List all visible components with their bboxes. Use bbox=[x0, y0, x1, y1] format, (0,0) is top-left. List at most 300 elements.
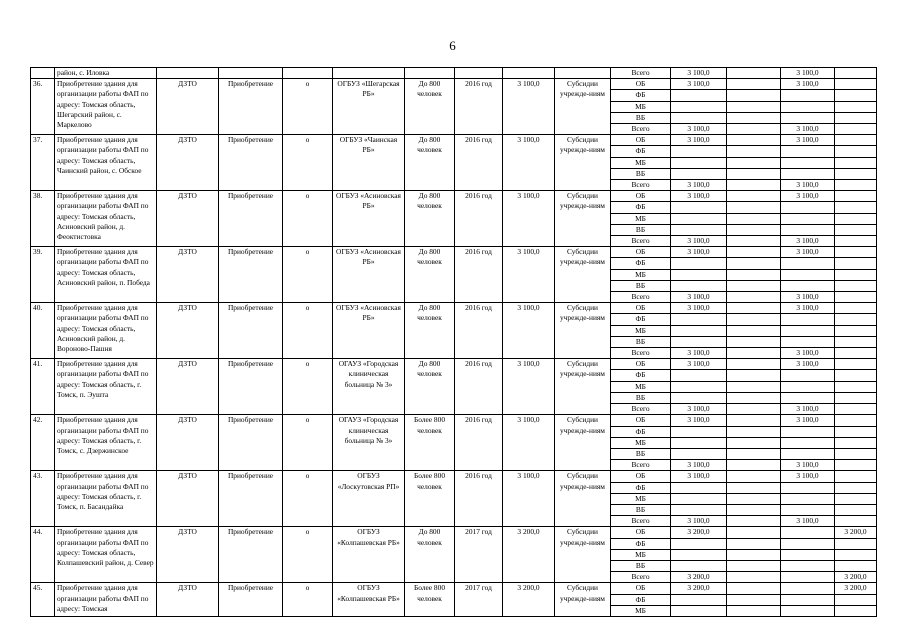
value-cell bbox=[781, 101, 835, 112]
value-cell bbox=[671, 280, 727, 291]
value-cell bbox=[727, 482, 781, 493]
source-cell: ВБ bbox=[611, 112, 671, 123]
agency-cell: ДЗТО bbox=[157, 303, 219, 359]
table-row bbox=[31, 359, 877, 370]
value-cell: 3 100,0 bbox=[671, 79, 727, 90]
agency-cell: ДЗТО bbox=[157, 471, 219, 527]
source-cell: МБ bbox=[611, 381, 671, 392]
source-cell: ОБ bbox=[611, 415, 671, 426]
value-cell bbox=[727, 583, 781, 594]
value-cell bbox=[671, 112, 727, 123]
value-cell bbox=[835, 157, 877, 168]
value-cell bbox=[727, 202, 781, 213]
value-cell bbox=[671, 538, 727, 549]
value-cell bbox=[671, 202, 727, 213]
value-cell bbox=[727, 392, 781, 403]
year-cell: 2017 год bbox=[455, 527, 503, 583]
value-cell bbox=[835, 180, 877, 191]
code-cell: о bbox=[283, 527, 333, 583]
code-cell: о bbox=[283, 359, 333, 415]
cost-cell: 3 100,0 bbox=[503, 359, 555, 415]
row-number: 43. bbox=[31, 471, 55, 527]
source-cell: ФБ bbox=[611, 202, 671, 213]
action-type-cell: Приобретение bbox=[219, 191, 283, 247]
table-row bbox=[31, 303, 877, 314]
value-cell: 3 200,0 bbox=[835, 527, 877, 538]
source-cell: МБ bbox=[611, 325, 671, 336]
table-row bbox=[31, 415, 877, 426]
row-description: Приобретение здания для организации работы ФАП по адресу: Томская область, Колпашевский район, д. Север bbox=[55, 527, 157, 583]
row-description: Приобретение здания для организации работы ФАП по адресу: Томская область, г. Томск, п. Басандайка bbox=[55, 471, 157, 527]
value-cell: 3 100,0 bbox=[671, 247, 727, 258]
cost-cell: 3 100,0 bbox=[503, 247, 555, 303]
value-cell bbox=[835, 269, 877, 280]
agency-cell: ДЗТО bbox=[157, 415, 219, 471]
value-cell: 3 100,0 bbox=[671, 460, 727, 471]
row-number: 38. bbox=[31, 191, 55, 247]
value-cell bbox=[835, 560, 877, 571]
value-cell bbox=[835, 202, 877, 213]
value-cell bbox=[781, 269, 835, 280]
organization-cell: ОГБУЗ «Лоскутовская РП» bbox=[333, 471, 405, 527]
value-cell bbox=[727, 247, 781, 258]
value-cell: 3 100,0 bbox=[671, 359, 727, 370]
value-cell bbox=[781, 381, 835, 392]
cost-cell: 3 100,0 bbox=[503, 471, 555, 527]
source-cell: ОБ bbox=[611, 303, 671, 314]
financing-form-cell: Субсидии учрежде-ниям bbox=[555, 415, 611, 471]
value-cell bbox=[671, 101, 727, 112]
value-cell: 3 100,0 bbox=[781, 236, 835, 247]
value-cell bbox=[727, 236, 781, 247]
financing-form-cell: Субсидии учрежде-ниям bbox=[555, 359, 611, 415]
capacity-cell: Более 800 человек bbox=[405, 583, 455, 617]
financing-form-cell: Субсидии учрежде-ниям bbox=[555, 471, 611, 527]
capacity-cell: До 800 человек bbox=[405, 359, 455, 415]
value-cell bbox=[835, 292, 877, 303]
value-cell bbox=[727, 381, 781, 392]
value-cell bbox=[835, 448, 877, 459]
value-cell bbox=[727, 325, 781, 336]
value-cell bbox=[727, 135, 781, 146]
source-cell: МБ bbox=[611, 437, 671, 448]
value-cell: 3 100,0 bbox=[671, 303, 727, 314]
value-cell: 3 100,0 bbox=[781, 191, 835, 202]
financing-form-cell: Субсидии учрежде-ниям bbox=[555, 247, 611, 303]
value-cell bbox=[781, 314, 835, 325]
value-cell bbox=[671, 448, 727, 459]
value-cell bbox=[835, 404, 877, 415]
value-cell bbox=[835, 460, 877, 471]
source-cell: Всего bbox=[611, 460, 671, 471]
value-cell: 3 100,0 bbox=[671, 292, 727, 303]
table-body bbox=[31, 68, 877, 617]
value-cell bbox=[835, 90, 877, 101]
source-cell: Всего bbox=[611, 292, 671, 303]
row-description: Приобретение здания для организации работы ФАП по адресу: Томская область, Асиновский район, д. Феоктистовка bbox=[55, 191, 157, 247]
value-cell bbox=[727, 292, 781, 303]
value-cell bbox=[781, 258, 835, 269]
table-row bbox=[31, 135, 877, 146]
organization-cell: ОГБУЗ «Асиновская РБ» bbox=[333, 303, 405, 359]
year-cell: 2016 год bbox=[455, 79, 503, 135]
year-cell: 2016 год bbox=[455, 471, 503, 527]
financing-form-cell: Субсидии учрежде-ниям bbox=[555, 135, 611, 191]
source-cell: ВБ bbox=[611, 504, 671, 515]
code-cell: о bbox=[283, 191, 333, 247]
value-cell bbox=[781, 146, 835, 157]
value-cell bbox=[835, 594, 877, 605]
value-cell bbox=[727, 79, 781, 90]
action-type-cell: Приобретение bbox=[219, 79, 283, 135]
value-cell bbox=[781, 493, 835, 504]
value-cell bbox=[781, 605, 835, 616]
value-cell bbox=[781, 224, 835, 235]
value-cell bbox=[781, 426, 835, 437]
year-cell: 2016 год bbox=[455, 303, 503, 359]
value-cell: 3 100,0 bbox=[781, 415, 835, 426]
value-cell: 3 100,0 bbox=[781, 124, 835, 135]
row-description: Приобретение здания для организации работы ФАП по адресу: Томская область, г. Томск, с. Дзержинское bbox=[55, 415, 157, 471]
value-cell: 3 200,0 bbox=[835, 583, 877, 594]
value-cell bbox=[727, 471, 781, 482]
source-cell: Всего bbox=[611, 68, 671, 79]
value-cell bbox=[671, 482, 727, 493]
value-cell bbox=[671, 605, 727, 616]
value-cell bbox=[727, 191, 781, 202]
value-cell bbox=[727, 448, 781, 459]
value-cell bbox=[835, 236, 877, 247]
value-cell bbox=[671, 560, 727, 571]
source-cell: ВБ bbox=[611, 392, 671, 403]
value-cell bbox=[727, 493, 781, 504]
action-type-cell: Приобретение bbox=[219, 303, 283, 359]
financing-form-cell: Субсидии учрежде-ниям bbox=[555, 583, 611, 617]
table-row bbox=[31, 471, 877, 482]
capacity-cell: До 800 человек bbox=[405, 527, 455, 583]
source-cell: Всего bbox=[611, 348, 671, 359]
value-cell bbox=[781, 583, 835, 594]
agency-cell: ДЗТО bbox=[157, 247, 219, 303]
source-cell: ФБ bbox=[611, 594, 671, 605]
financing-form-cell: Субсидии учрежде-ниям bbox=[555, 79, 611, 135]
value-cell: 3 100,0 bbox=[671, 516, 727, 527]
cost-cell: 3 100,0 bbox=[503, 191, 555, 247]
value-cell bbox=[671, 493, 727, 504]
code-cell: о bbox=[283, 303, 333, 359]
table-row bbox=[31, 247, 877, 258]
code-cell: о bbox=[283, 247, 333, 303]
value-cell bbox=[727, 146, 781, 157]
source-cell: Всего bbox=[611, 124, 671, 135]
source-cell: МБ bbox=[611, 213, 671, 224]
value-cell bbox=[781, 572, 835, 583]
value-cell bbox=[671, 594, 727, 605]
value-cell bbox=[835, 415, 877, 426]
source-cell: ФБ bbox=[611, 538, 671, 549]
value-cell: 3 100,0 bbox=[671, 404, 727, 415]
value-cell bbox=[671, 90, 727, 101]
value-cell bbox=[727, 213, 781, 224]
code-cell: о bbox=[283, 471, 333, 527]
row-number: 37. bbox=[31, 135, 55, 191]
value-cell: 3 100,0 bbox=[781, 247, 835, 258]
table-row bbox=[31, 527, 877, 538]
value-cell bbox=[671, 314, 727, 325]
value-cell bbox=[781, 168, 835, 179]
source-cell: ВБ bbox=[611, 168, 671, 179]
value-cell bbox=[727, 101, 781, 112]
capacity-cell: До 800 человек bbox=[405, 79, 455, 135]
value-cell bbox=[835, 213, 877, 224]
value-cell bbox=[835, 168, 877, 179]
value-cell bbox=[727, 527, 781, 538]
code-cell: о bbox=[283, 415, 333, 471]
source-cell: Всего bbox=[611, 404, 671, 415]
row-description: Приобретение здания для организации работы ФАП по адресу: Томская область, Чаинский район, с. Обское bbox=[55, 135, 157, 191]
value-cell: 3 100,0 bbox=[781, 471, 835, 482]
agency-cell: ДЗТО bbox=[157, 527, 219, 583]
value-cell bbox=[671, 168, 727, 179]
source-cell: МБ bbox=[611, 549, 671, 560]
value-cell bbox=[835, 348, 877, 359]
value-cell bbox=[835, 516, 877, 527]
organization-cell: ОГАУЗ «Городская клиническая больница № 3» bbox=[333, 415, 405, 471]
value-cell bbox=[727, 437, 781, 448]
row-description: Приобретение здания для организации работы ФАП по адресу: Томская bbox=[55, 583, 157, 617]
value-cell bbox=[781, 370, 835, 381]
source-cell: ОБ bbox=[611, 471, 671, 482]
value-cell bbox=[671, 504, 727, 515]
value-cell bbox=[781, 549, 835, 560]
value-cell bbox=[835, 471, 877, 482]
value-cell bbox=[835, 224, 877, 235]
capacity-cell: До 800 человек bbox=[405, 303, 455, 359]
value-cell bbox=[835, 392, 877, 403]
value-cell bbox=[671, 549, 727, 560]
value-cell bbox=[671, 381, 727, 392]
action-type-cell: Приобретение bbox=[219, 415, 283, 471]
source-cell: ВБ bbox=[611, 560, 671, 571]
value-cell bbox=[727, 90, 781, 101]
value-cell bbox=[727, 426, 781, 437]
year-cell: 2016 год bbox=[455, 135, 503, 191]
source-cell: ВБ bbox=[611, 336, 671, 347]
table-row-top bbox=[31, 68, 877, 79]
row-description: Приобретение здания для организации работы ФАП по адресу: Томская область, Шегарский район, с. Маркелово bbox=[55, 79, 157, 135]
value-cell bbox=[727, 314, 781, 325]
value-cell bbox=[727, 370, 781, 381]
year-cell: 2017 год bbox=[455, 583, 503, 617]
value-cell bbox=[727, 572, 781, 583]
source-cell: ОБ bbox=[611, 191, 671, 202]
value-cell bbox=[835, 381, 877, 392]
value-cell bbox=[727, 404, 781, 415]
action-type-cell: Приобретение bbox=[219, 527, 283, 583]
value-cell bbox=[727, 504, 781, 515]
value-cell bbox=[781, 280, 835, 291]
value-cell bbox=[727, 180, 781, 191]
organization-cell: ОГАУЗ «Городская клиническая больница № 3» bbox=[333, 359, 405, 415]
source-cell: МБ bbox=[611, 101, 671, 112]
capacity-cell: Более 800 человек bbox=[405, 471, 455, 527]
value-cell bbox=[727, 269, 781, 280]
value-cell bbox=[781, 560, 835, 571]
value-cell bbox=[835, 191, 877, 202]
code-cell: о bbox=[283, 135, 333, 191]
value-cell bbox=[727, 112, 781, 123]
agency-cell: ДЗТО bbox=[157, 191, 219, 247]
source-cell: Всего bbox=[611, 236, 671, 247]
row-number: 42. bbox=[31, 415, 55, 471]
value-cell: 3 100,0 bbox=[671, 68, 727, 79]
organization-cell: ОГБУЗ «Колпашевская РБ» bbox=[333, 583, 405, 617]
value-cell: 3 100,0 bbox=[671, 180, 727, 191]
source-cell: ФБ bbox=[611, 482, 671, 493]
value-cell: 3 200,0 bbox=[671, 583, 727, 594]
value-cell: 3 100,0 bbox=[671, 191, 727, 202]
value-cell bbox=[727, 560, 781, 571]
value-cell bbox=[835, 336, 877, 347]
value-cell bbox=[781, 336, 835, 347]
value-cell bbox=[671, 269, 727, 280]
source-cell: ОБ bbox=[611, 583, 671, 594]
value-cell bbox=[835, 112, 877, 123]
value-cell: 3 100,0 bbox=[781, 359, 835, 370]
cost-cell: 3 100,0 bbox=[503, 303, 555, 359]
source-cell: ОБ bbox=[611, 359, 671, 370]
value-cell bbox=[727, 359, 781, 370]
program-table bbox=[30, 67, 877, 617]
value-cell: 3 100,0 bbox=[671, 135, 727, 146]
value-cell bbox=[835, 370, 877, 381]
value-cell: 3 100,0 bbox=[781, 292, 835, 303]
value-cell bbox=[781, 202, 835, 213]
value-cell bbox=[835, 79, 877, 90]
row-number: 44. bbox=[31, 527, 55, 583]
value-cell: 3 100,0 bbox=[671, 415, 727, 426]
value-cell bbox=[781, 594, 835, 605]
value-cell bbox=[781, 157, 835, 168]
value-cell bbox=[781, 112, 835, 123]
organization-cell: ОГБУЗ «Шегарская РБ» bbox=[333, 79, 405, 135]
agency-cell: ДЗТО bbox=[157, 135, 219, 191]
value-cell bbox=[835, 314, 877, 325]
value-cell bbox=[671, 426, 727, 437]
source-cell: МБ bbox=[611, 269, 671, 280]
row-description: Приобретение здания для организации работы ФАП по адресу: Томская область, г. Томск, п. Эушта bbox=[55, 359, 157, 415]
value-cell bbox=[671, 392, 727, 403]
cost-cell: 3 200,0 bbox=[503, 527, 555, 583]
value-cell: 3 100,0 bbox=[781, 79, 835, 90]
cost-cell: 3 100,0 bbox=[503, 415, 555, 471]
table-row bbox=[31, 191, 877, 202]
row-description: район, с. Иловка bbox=[55, 68, 157, 79]
year-cell: 2016 год bbox=[455, 247, 503, 303]
source-cell: МБ bbox=[611, 493, 671, 504]
action-type-cell: Приобретение bbox=[219, 471, 283, 527]
value-cell: 3 200,0 bbox=[671, 572, 727, 583]
value-cell bbox=[671, 146, 727, 157]
source-cell: МБ bbox=[611, 157, 671, 168]
source-cell: ФБ bbox=[611, 90, 671, 101]
cost-cell: 3 200,0 bbox=[503, 583, 555, 617]
row-number: 40. bbox=[31, 303, 55, 359]
year-cell: 2016 год bbox=[455, 191, 503, 247]
value-cell bbox=[671, 157, 727, 168]
source-cell: ВБ bbox=[611, 448, 671, 459]
value-cell bbox=[781, 213, 835, 224]
organization-cell: ОГБУЗ «Асиновская РБ» bbox=[333, 191, 405, 247]
value-cell bbox=[835, 437, 877, 448]
action-type-cell: Приобретение bbox=[219, 135, 283, 191]
value-cell bbox=[781, 538, 835, 549]
value-cell bbox=[781, 527, 835, 538]
value-cell bbox=[727, 336, 781, 347]
value-cell bbox=[727, 258, 781, 269]
organization-cell: ОГБУЗ «Чаинская РБ» bbox=[333, 135, 405, 191]
value-cell bbox=[671, 224, 727, 235]
source-cell: ФБ bbox=[611, 146, 671, 157]
action-type-cell: Приобретение bbox=[219, 359, 283, 415]
value-cell bbox=[835, 135, 877, 146]
row-description: Приобретение здания для организации работы ФАП по адресу: Томская область, Асиновский район, д. Вороново-Пашня bbox=[55, 303, 157, 359]
value-cell bbox=[727, 460, 781, 471]
page-number: 6 bbox=[449, 38, 456, 53]
source-cell: МБ bbox=[611, 605, 671, 616]
value-cell bbox=[727, 124, 781, 135]
source-cell: ОБ bbox=[611, 247, 671, 258]
value-cell bbox=[671, 370, 727, 381]
value-cell bbox=[781, 437, 835, 448]
row-description: Приобретение здания для организации работы ФАП по адресу: Томская область, Асиновский район, п. Победа bbox=[55, 247, 157, 303]
value-cell bbox=[671, 258, 727, 269]
value-cell bbox=[835, 426, 877, 437]
value-cell: 3 100,0 bbox=[781, 135, 835, 146]
value-cell bbox=[781, 325, 835, 336]
value-cell bbox=[671, 325, 727, 336]
source-cell: Всего bbox=[611, 180, 671, 191]
value-cell: 3 100,0 bbox=[781, 348, 835, 359]
value-cell: 3 100,0 bbox=[781, 460, 835, 471]
year-cell: 2016 год bbox=[455, 415, 503, 471]
capacity-cell: Более 800 человек bbox=[405, 415, 455, 471]
value-cell bbox=[835, 359, 877, 370]
value-cell: 3 200,0 bbox=[671, 527, 727, 538]
value-cell bbox=[727, 224, 781, 235]
value-cell bbox=[727, 605, 781, 616]
year-cell: 2016 год bbox=[455, 359, 503, 415]
value-cell bbox=[727, 157, 781, 168]
value-cell bbox=[835, 493, 877, 504]
value-cell bbox=[835, 146, 877, 157]
row-number: 36. bbox=[31, 79, 55, 135]
value-cell bbox=[835, 549, 877, 560]
value-cell: 3 100,0 bbox=[781, 303, 835, 314]
value-cell bbox=[835, 325, 877, 336]
value-cell bbox=[727, 594, 781, 605]
value-cell bbox=[835, 280, 877, 291]
source-cell: ВБ bbox=[611, 224, 671, 235]
capacity-cell: До 800 человек bbox=[405, 191, 455, 247]
value-cell bbox=[671, 336, 727, 347]
value-cell bbox=[835, 101, 877, 112]
action-type-cell: Приобретение bbox=[219, 583, 283, 617]
value-cell bbox=[727, 280, 781, 291]
value-cell: 3 100,0 bbox=[671, 124, 727, 135]
value-cell bbox=[835, 482, 877, 493]
value-cell bbox=[835, 303, 877, 314]
